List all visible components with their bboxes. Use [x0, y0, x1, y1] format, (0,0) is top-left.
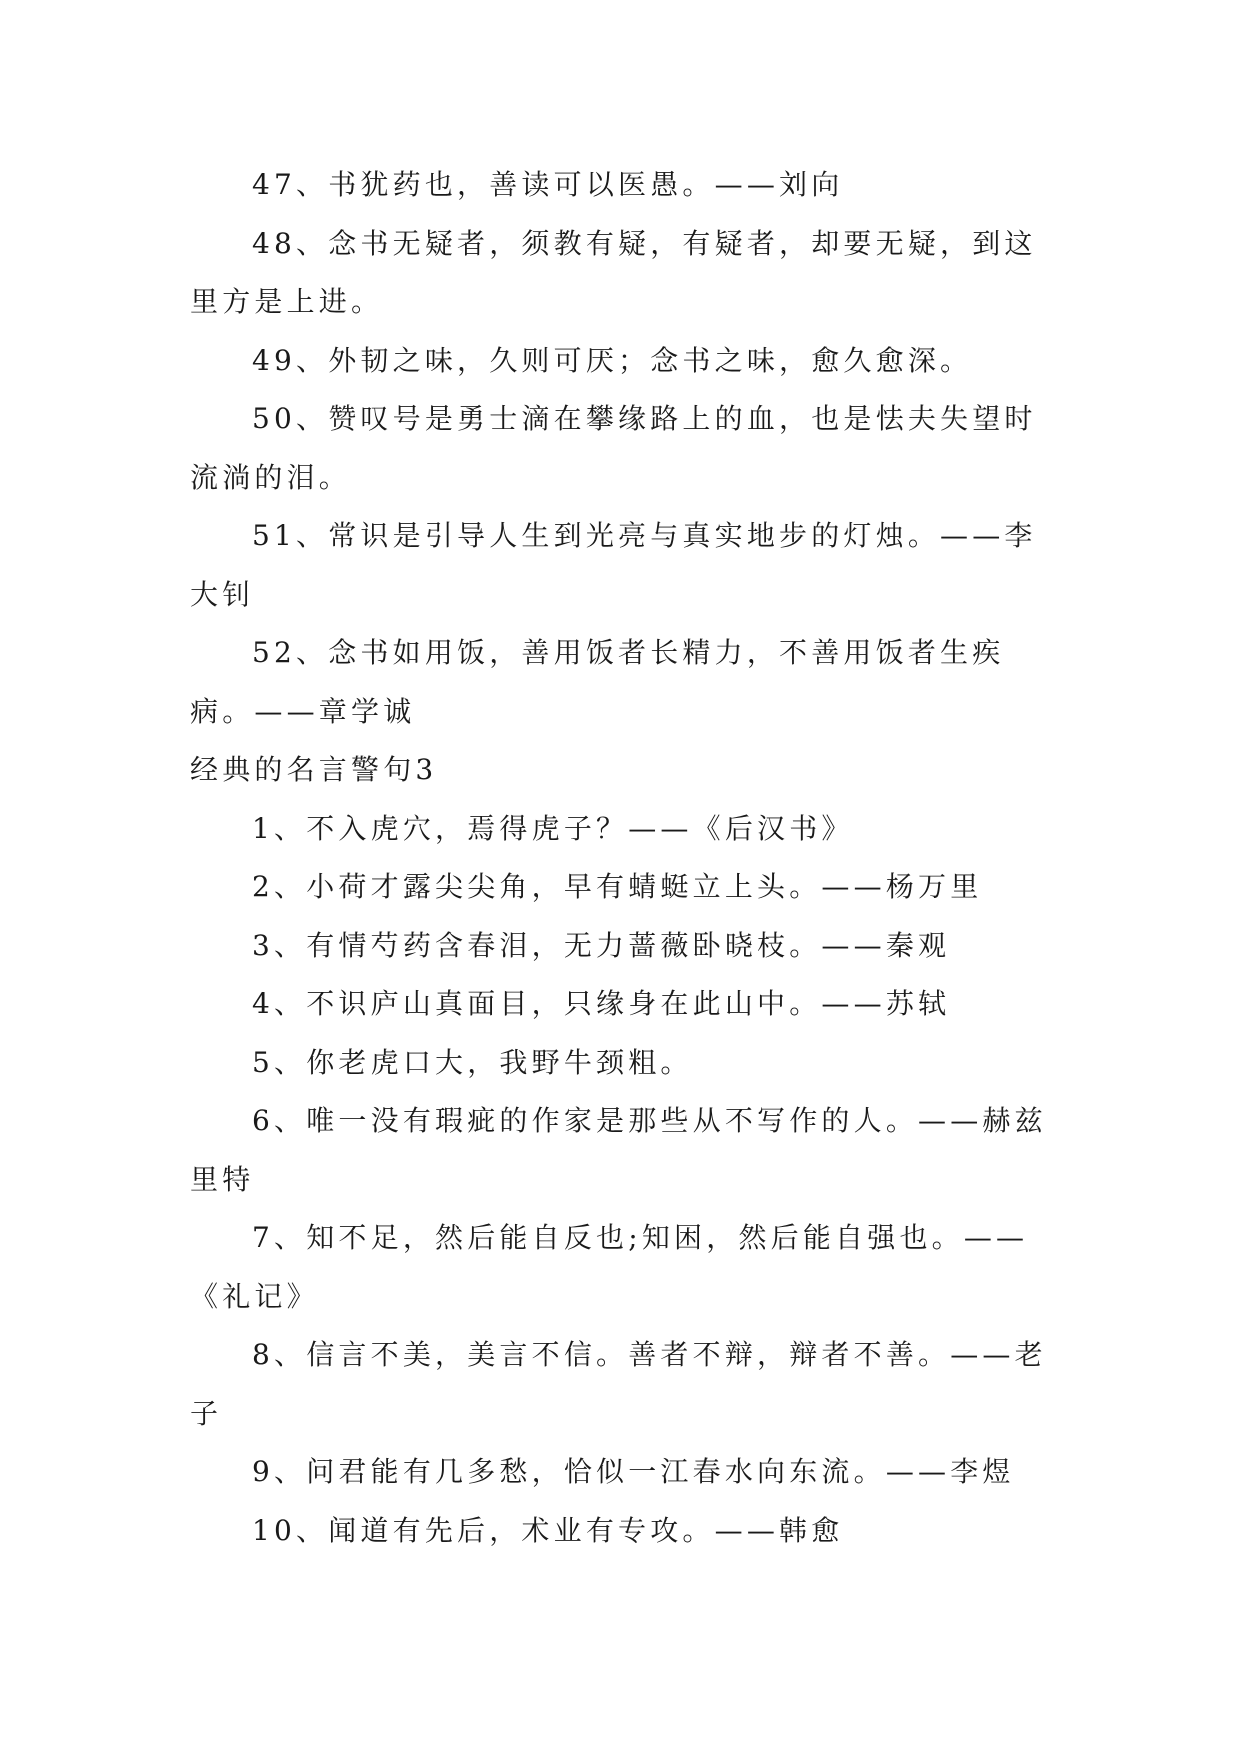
quote-4: 4、不识庐山真面目，只缘身在此山中。——苏轼: [252, 987, 951, 1020]
section-heading: 经典的名言警句3: [190, 753, 438, 786]
quote-49: 49、外韧之味，久则可厌；念书之味，愈久愈深。: [252, 343, 973, 377]
quote-47: 47、书犹药也，善读可以医愚。——刘向: [252, 168, 844, 201]
quote-5: 5、你老虎口大，我野牛颈粗。: [252, 1045, 693, 1079]
quote-7: 7、知不足，然后能自反也;知困，然后能自强也。——《礼记》: [190, 1221, 1029, 1313]
quote-6: 6、唯一没有瑕疵的作家是那些从不写作的人。——赫兹里特: [190, 1104, 1047, 1196]
quote-1: 1、不入虎穴，焉得虎子？——《后汉书》: [252, 811, 854, 845]
document-page: [190, 156, 1050, 1560]
quote-2: 2、小荷才露尖尖角，早有蜻蜓立上头。——杨万里: [252, 870, 983, 903]
quote-10: 10、闻道有先后，术业有专攻。——韩愈: [252, 1513, 844, 1547]
quote-51: 51、常识是引导人生到光亮与真实地步的灯烛。——李大钊: [190, 519, 1037, 611]
quote-8: 8、信言不美，美言不信。善者不辩，辩者不善。——老子: [190, 1338, 1047, 1430]
quote-48: 48、念书无疑者，须教有疑，有疑者，却要无疑，到这里方是上进。: [190, 226, 1037, 318]
quote-9: 9、问君能有几多愁，恰似一江春水向东流。——李煜: [252, 1455, 1015, 1488]
quote-52: 52、念书如用饭，善用饭者长精力，不善用饭者生疾病。——章学诚: [190, 636, 1005, 728]
quote-3: 3、有情芍药含春泪，无力蔷薇卧晓枝。——秦观: [252, 928, 951, 962]
quote-50: 50、赞叹号是勇士滴在攀缘路上的血，也是怯夫失望时流淌的泪。: [190, 402, 1037, 494]
